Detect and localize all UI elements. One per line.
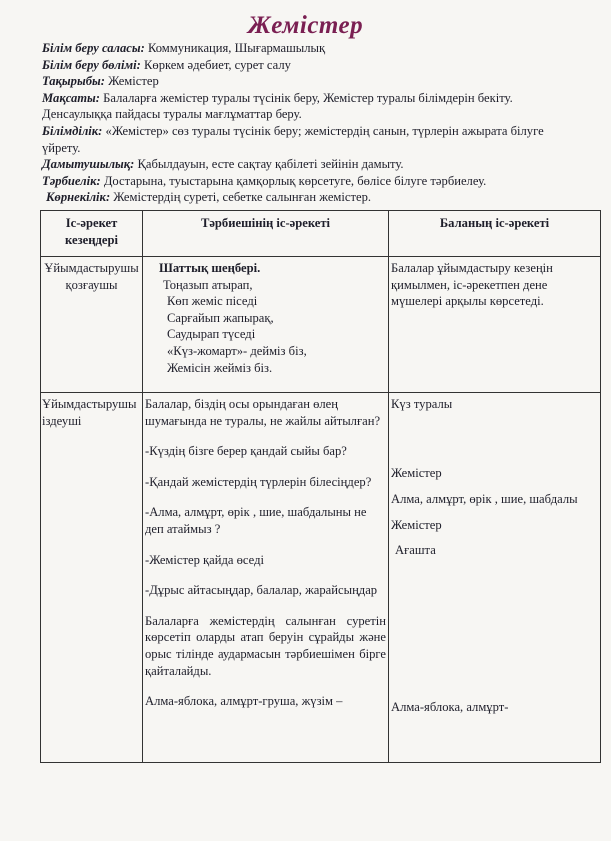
poem-line: «Күз-жомарт»- дейміз біз, — [167, 343, 307, 358]
teacher-activity — [143, 393, 388, 710]
teacher-cell — [143, 257, 389, 393]
teacher-paragraph: Балаларға жемістердің салынған суретін көрсетіп оларды атап беруін сұрайды және орыс тілінде аудармасын тәрбиешімен бірге қайталайды. — [145, 613, 386, 678]
teacher-paragraph: -Дұрыс айтасыңдар, балалар, жарайсыңдар — [145, 583, 378, 598]
meta-field — [42, 57, 582, 74]
header-teacher: Тәрбиешінің іс-әрекеті — [143, 211, 389, 257]
meta-value: Жемістер — [104, 74, 159, 89]
meta-label: Дамытушылық: — [42, 157, 135, 172]
teacher-paragraph: Алма-яблока, алмұрт-груша, жүзім – — [145, 694, 343, 709]
stage-label: Ұйымдастырушы іздеуші — [42, 397, 137, 428]
meta-value: Коммуникация, Шығармашылық — [144, 41, 326, 55]
table-row — [41, 393, 601, 763]
meta-label: Білім беру саласы: — [42, 41, 145, 55]
table-header-row — [41, 211, 601, 257]
document-title: Жемістер — [247, 12, 364, 39]
child-cell — [389, 393, 601, 763]
child-answer: Алма-яблока, алмұрт- — [391, 699, 509, 714]
child-answer: Жемістер — [391, 517, 442, 532]
meta-label: Мақсаты: — [42, 90, 100, 105]
poem-line: Сарғайып жапырақ, — [167, 310, 274, 325]
meta-value: Балаларға жемістер туралы түсінік беру, Жемістер туралы білімдерін бекіту. Денсаулыққа пайдасы туралы мағлұматтар беру. — [42, 90, 513, 122]
poem-line: Жемісін жейміз біз. — [167, 360, 273, 375]
child-activity — [389, 393, 600, 716]
teacher-cell — [143, 393, 389, 763]
poem-line: Көп жеміс піседі — [167, 294, 258, 309]
meta-label: Тақырыбы: — [42, 74, 105, 89]
child-answer: Ағашта — [395, 543, 436, 558]
teacher-paragraph: -Қандай жемістердің түрлерін білесіңдер? — [145, 474, 372, 489]
child-answer: Алма, алмұрт, өрік , шие, шабдалы — [391, 492, 578, 507]
meta-field — [42, 189, 582, 206]
meta-value: Қабылдауын, есте сақтау қабілеті зейінін дамыту. — [134, 157, 404, 172]
meta-label: Тәрбиелік: — [42, 173, 101, 188]
teacher-paragraph: -Күздің бізге берер қандай сыйы бар? — [145, 444, 347, 459]
meta-value: Жемістердің суреті, себетке салынған жемістер. — [110, 190, 372, 205]
meta-label: Білімділік: — [42, 123, 103, 138]
meta-field — [42, 90, 582, 123]
child-answer: Жемістер — [391, 465, 442, 480]
header-child: Баланың іс-әрекеті — [389, 211, 601, 257]
meta-field — [42, 123, 582, 156]
child-answer: Күз туралы — [391, 397, 453, 411]
child-activity: Балалар ұйымдастыру кезеңін қимылмен, іс-әрекетпен дене мүшелері арқылы көрсетеді. — [391, 261, 553, 309]
stage-cell — [41, 393, 143, 763]
meta-value: «Жемістер» сөз туралы түсінік беру; жемістердің санын, түрлерін ажырата білуге үйрету. — [42, 123, 544, 155]
table-row — [41, 257, 601, 393]
lesson-table — [40, 210, 601, 763]
poem-title: Шаттық шеңбері. — [159, 261, 261, 275]
meta-field — [42, 40, 582, 57]
teacher-paragraph: -Алма, алмұрт, өрік , шие, шабдалыны не деп атаймыз ? — [145, 505, 367, 536]
stage-label: Ұйымдастырушы қозғаушы — [44, 261, 139, 292]
meta-value: Көркем әдебиет, сурет салу — [140, 57, 291, 72]
poem — [143, 257, 388, 376]
meta-field — [42, 173, 582, 190]
teacher-paragraph: Балалар, біздің осы орындаған өлең шумағында не туралы, не жайлы айтылған? — [145, 397, 381, 428]
meta-value: Достарына, туыстарына қамқорлық көрсетуге, бөлісе білуге тәрбиелеу. — [100, 173, 487, 188]
poem-line: Тоңазып атырап, — [163, 277, 253, 292]
teacher-paragraph: -Жемістер қайда өседі — [145, 552, 264, 567]
stage-cell — [41, 257, 143, 393]
lesson-meta — [42, 40, 582, 206]
meta-label: Көрнекілік: — [46, 190, 111, 205]
header-stages: Іс-әрекет кезеңдері — [41, 211, 143, 257]
meta-field — [42, 73, 582, 90]
meta-label: Білім беру бөлімі: — [42, 57, 141, 72]
meta-field — [42, 156, 582, 173]
child-cell — [389, 257, 601, 393]
poem-line: Саудырап түседі — [167, 327, 256, 342]
